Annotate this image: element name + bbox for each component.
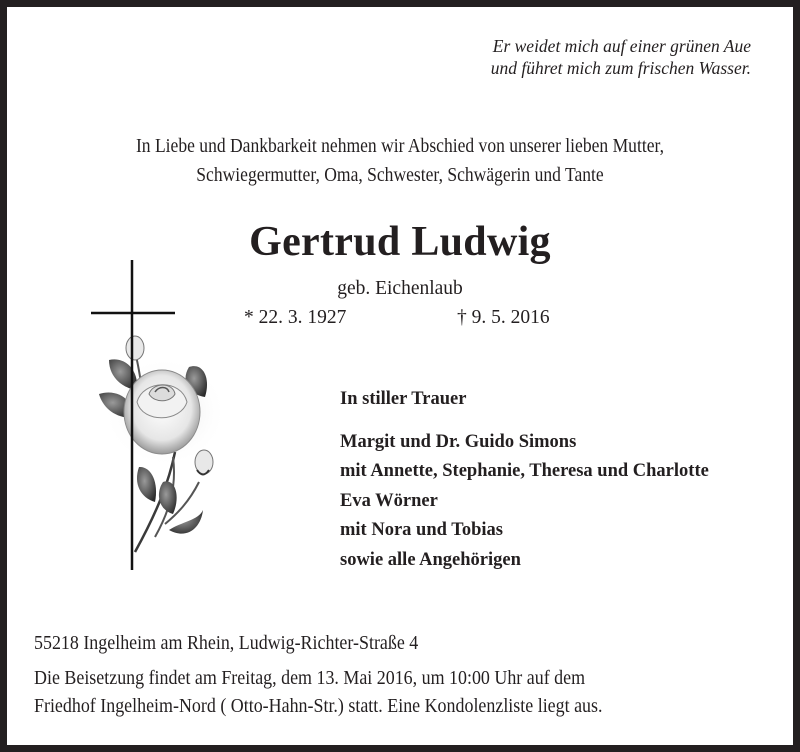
obituary-notice [7,7,793,745]
deceased-name: Gertrud Ludwig [249,219,551,265]
family-address: 55218 Ingelheim am Rhein, Ludwig-Richter-Straße 4 [34,633,419,654]
intro-line: Schwiegermutter, Oma, Schwester, Schwägerin und Tante [196,165,604,186]
mourner-line: sowie alle Angehörigen [340,549,521,570]
mourners-heading: In stiller Trauer [340,389,467,409]
mourners-list [340,385,709,575]
cross-with-rose-icon [77,252,237,572]
death-date: † 9. 5. 2016 [457,307,550,328]
mourner-line: mit Nora und Tobias [340,520,503,540]
maiden-name: geb. Eichenlaub [337,278,463,299]
funeral-service-info [34,665,602,721]
bible-verse-line: und führet mich zum frischen Wasser. [490,58,751,78]
mourner-line: mit Annette, Stephanie, Theresa und Charlotte [340,461,709,481]
mourner-line: Margit und Dr. Guido Simons [340,431,577,452]
bible-verse [491,35,751,79]
birth-date: * 22. 3. 1927 [244,307,347,328]
bible-verse-line: Er weidet mich auf einer grünen Aue [492,36,751,56]
service-line: Die Beisetzung findet am Freitag, dem 13. Mai 2016, um 10:00 Uhr auf dem [34,668,586,689]
service-line: Friedhof Ingelheim-Nord ( Otto-Hahn-Str.) statt. Eine Kondolenzliste liegt aus. [34,696,603,717]
intro-text [46,132,753,190]
mourner-line: Eva Wörner [340,490,438,511]
intro-line: In Liebe und Dankbarkeit nehmen wir Abschied von unserer lieben Mutter, [135,136,665,157]
